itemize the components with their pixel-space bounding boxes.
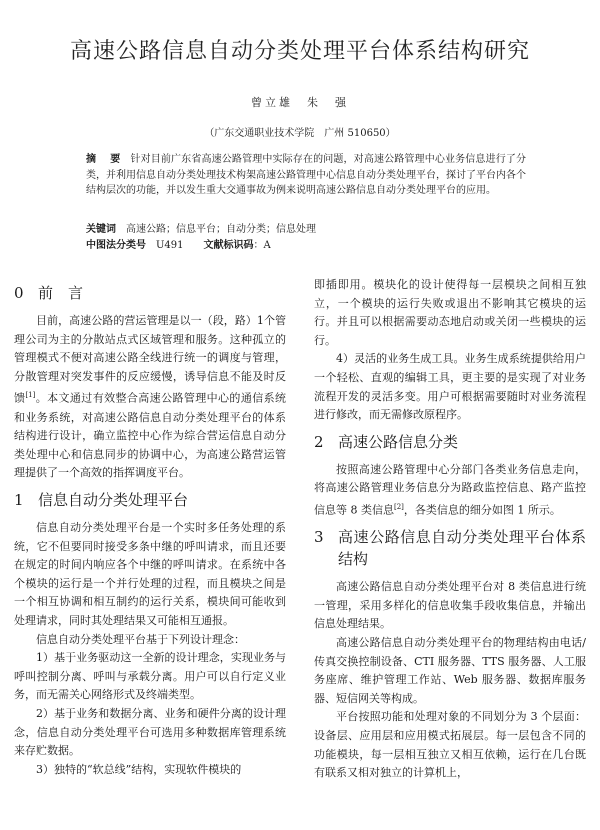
- paragraph: 高速公路信息自动分类处理平台的物理结构由电话/传真交换控制设备、CTI 服务器、TTS 服务器、人工服务座席、维护管理工作站、Web 服务器、数据库服务器、短信网关等构成。: [314, 635, 586, 705]
- section-heading: [314, 431, 586, 453]
- affiliation: （广东交通职业技术学院 广州 510650）: [204, 128, 396, 139]
- paragraph: 高速公路信息自动分类处理平台对 8 类信息进行统一管理，采用多样化的信息收集手段收集信息，并输出信息处理结果。: [314, 580, 586, 631]
- section-number: 3: [314, 528, 324, 547]
- section-title: 高速公路信息自动分类处理平台体系结构: [338, 528, 586, 569]
- paragraph: 信息自动分类处理平台是一个实时多任务处理的系统，它不但要同时接受多条中继的呼叫请求，而且还要在规定的时间内响应各个中继的呼叫请求。在系统中各个模块的运行是一个并行处理的过程，而且模块之间是一个相互协调和相互制约的运行关系，模块间可能收到处理请求，同时其处理结果又可能相互通报。: [14, 521, 286, 627]
- citation: [1]: [25, 391, 36, 400]
- abstract-label: 摘 要: [86, 154, 123, 165]
- paper-title: 高速公路信息自动分类处理平台体系结构研究: [69, 39, 530, 64]
- section-title: 信息自动分类处理平台: [38, 491, 189, 509]
- paragraph: [314, 461, 586, 520]
- paragraph: 4）灵活的业务生成工具。业务生成系统提供给用户一个轻松、直观的编辑工具，更主要的是实现了对业务流程开发的灵活多变。用户可根据需要随时对业务流程进行修改，而无需修改原程序。: [314, 352, 586, 422]
- paragraph: 2）基于业务和数据分离、业务和硬件分离的设计理念，信息自动分类处理平台可选用多种数据库管理系统来存贮数据。: [14, 706, 286, 758]
- clc-label: 中图法分类号: [86, 240, 146, 251]
- paragraph-text: 按照高速公路管理中心分部门各类业务信息走向，将高速公路管理业务信息分为路政监控信息、路产监控信息等 8 类信息: [314, 462, 586, 517]
- paragraph: [14, 312, 286, 483]
- citation: [2]: [394, 502, 404, 511]
- paragraph: 即插即用。模块化的设计使得每一层模块之间相互独立，一个模块的运行失败或退出不影响其它模块的运行。并且可以根据需要动态地启动或关闭一些模块的运行。: [314, 278, 586, 347]
- doc-code-label: 文献标识码: [203, 240, 254, 251]
- doc-code-value: A: [263, 240, 271, 251]
- section-number: 0: [14, 284, 24, 302]
- paragraph: 3）独特的“软总线”结构，实现软件模块的: [36, 762, 242, 776]
- section-number: 1: [14, 491, 24, 509]
- paragraph: 平台按照功能和处理对象的不同划分为 3 个层面：设备层、应用层和应用模式拓展层。每一层包含不同的功能模块，每一层相互独立又相互依赖，运行在几台既有联系又相对独立的计算机上，: [314, 710, 586, 780]
- keywords-text: 高速公路；信息平台；自动分类；信息处理: [126, 224, 316, 235]
- paragraph-text: 目前，高速公路的营运管理是以一（段，路）1个管理公司为主的分散站点式区域管理和服务。这种孤立的管理模式不便对高速公路全线进行统一的调度与管理，分散管理对突发事件的反应缓慢，诱导信息不能及时反馈: [14, 314, 286, 406]
- authors: 曾立雄 朱 强: [251, 96, 349, 109]
- clc-value: U491: [156, 240, 184, 251]
- paragraph-text: ，各类信息的细分如图 1 所示。: [403, 503, 561, 517]
- classification: 中图法分类号 U491 文献标识码：A: [86, 240, 271, 251]
- section-heading: [14, 282, 286, 304]
- right-column: [314, 276, 586, 783]
- keywords: [86, 222, 526, 237]
- section-title: 前 言: [38, 284, 84, 302]
- abstract: [86, 152, 526, 199]
- paragraph: 信息自动分类处理平台基于下列设计理念：: [36, 632, 245, 646]
- paragraph-text: 。本文通过有效整合高速公路管理中心的通信系统和业务系统，对高速公路信息自动分类处理平台的体系结构进行设计，确立监控中心作为综合营运信息自动分类处理中心和信息同步的协调中心，为高速公路营运管理提供了一个高效的指挥调度平台。: [14, 392, 287, 480]
- section-title: 高速公路信息分类: [338, 432, 459, 451]
- abstract-text: 针对目前广东省高速公路管理中实际存在的问题，对高速公路管理中心业务信息进行了分类，并利用信息自动分类处理技术构架高速公路管理中心信息自动分类处理平台，探讨了平台内各个结构层次的功能，并以发生重大交通事故为例来说明高速公路信息自动分类处理平台的应用。: [86, 154, 527, 196]
- section-number: 2: [314, 432, 324, 451]
- section-heading: [314, 526, 586, 570]
- section-heading: [14, 489, 286, 511]
- paragraph: 1）基于业务驱动这一全新的设计理念，实现业务与呼叫控制分离、呼叫与承载分离。用户可以自行定义业务，而无需关心网络形式及终端类型。: [14, 651, 286, 702]
- keywords-label: 关键词: [86, 224, 116, 235]
- left-column: [14, 276, 286, 779]
